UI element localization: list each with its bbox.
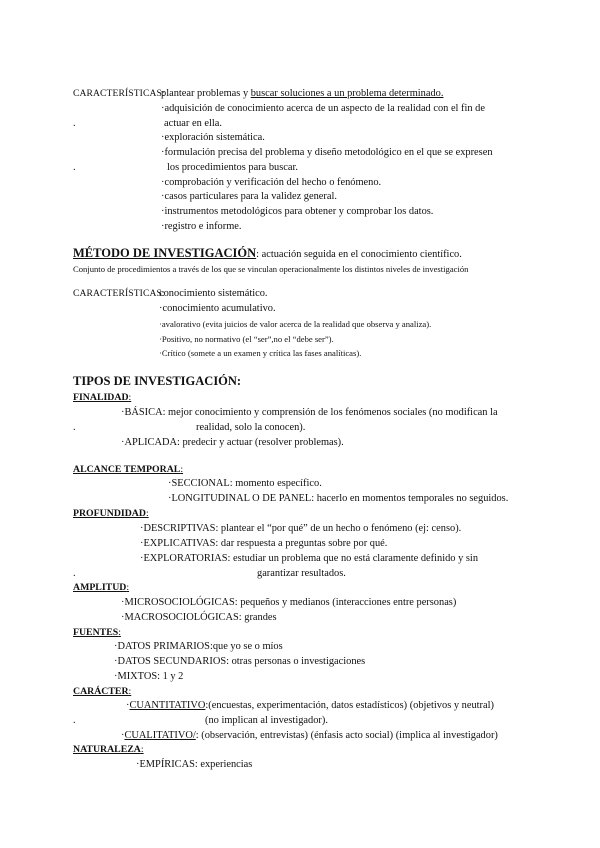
finalidad-item: realidad, solo la conocen).: [196, 422, 306, 433]
profundidad-item: garantizar resultados.: [257, 568, 346, 579]
finalidad-heading-text: FINALIDAD: [73, 392, 129, 403]
alcance-heading: ALCANCE TEMPORAL:: [73, 464, 184, 475]
caracteristicas-item: ·exploración sistemática.: [161, 132, 265, 143]
cuantitativo-cont: (no implican al investigador).: [205, 715, 328, 726]
caracteristicas-item: ·registro e informe.: [161, 221, 242, 232]
stray-dot: .: [73, 715, 76, 726]
caracteristicas-item: ·casos particulares para la validez general.: [161, 191, 337, 202]
cuantitativo-line: ·CUANTITATIVO:(encuestas, experimentación, datos estadísticos) (objetivos y neutral): [126, 700, 494, 711]
caracteristicas-item: ·instrumentos metodológicos para obtener y comprobar los datos.: [161, 206, 434, 217]
caracteristicas-first-underlined: buscar soluciones a un problema determinado.: [250, 88, 444, 99]
stray-dot: .: [73, 162, 76, 173]
metodo-caracteristica: ·avalorativo (evita juicios de valor acerca de la realidad que observa y analiza).: [159, 319, 432, 329]
finalidad-item: ·APLICADA: predecir y actuar (resolver problemas).: [121, 437, 344, 448]
finalidad-item: ·BÁSICA: mejor conocimiento y comprensión de los fenómenos sociales (no modifican la: [121, 407, 498, 418]
stray-dot: .: [73, 568, 76, 579]
caracteristicas-first-plain: plantear problemas y: [161, 88, 251, 99]
caracteristicas-label-1: CARACTERÍSTICAS:: [73, 88, 165, 99]
cualitativo-label: CUALITATIVO/: [124, 730, 196, 741]
caracteristicas-item: actuar en ella.: [164, 118, 222, 129]
stray-dot: .: [73, 422, 76, 433]
alcance-item: ·SECCIONAL: momento específico.: [168, 478, 322, 489]
naturaleza-item: ·EMPÍRICAS: experiencias: [136, 759, 253, 770]
metodo-title: MÉTODO DE INVESTIGACIÓN: [73, 246, 257, 260]
fuentes-heading-text: FUENTES: [73, 627, 119, 638]
fuentes-item: ·DATOS SECUNDARIOS: otras personas o investigaciones: [114, 656, 366, 667]
cualitativo-line: ·CUALITATIVO/: (observación, entrevistas) (énfasis acto social) (implica al investigador): [121, 730, 498, 741]
cuantitativo-text: :(encuestas, experimentación, datos estadísticos) (objetivos y neutral): [205, 700, 494, 711]
metodo-subtitle: Conjunto de procedimientos a través de los que se vinculan operacionalmente los distintos niveles de investigación: [73, 264, 469, 274]
naturaleza-heading-text: NATURALEZA: [73, 744, 141, 755]
metodo-line: [73, 247, 462, 261]
metodo-caracteristica: ·conocimiento acumulativo.: [159, 303, 276, 314]
profundidad-heading: PROFUNDIDAD:: [73, 508, 149, 519]
metodo-definition: : actuación seguida en el conocimiento científico.: [256, 249, 462, 260]
caracter-heading: CARÁCTER:: [73, 686, 132, 697]
caracteristicas-first-line: [161, 87, 443, 100]
amplitud-item: ·MACROSOCIOLÓGICAS: grandes: [121, 612, 277, 623]
caracter-heading-text: CARÁCTER: [73, 686, 129, 697]
fuentes-item: ·DATOS PRIMARIOS:que yo se o míos: [114, 641, 283, 652]
caracteristicas-item: ·adquisición de conocimiento acerca de un aspecto de la realidad con el fin de: [161, 103, 485, 114]
profundidad-item: ·EXPLICATIVAS: dar respuesta a preguntas sobre por qué.: [140, 538, 388, 549]
profundidad-item: ·EXPLORATORIAS: estudiar un problema que no está claramente definido y sin: [140, 553, 479, 564]
naturaleza-heading: NATURALEZA:: [73, 744, 144, 755]
amplitud-heading: AMPLITUD:: [73, 582, 130, 593]
caracteristicas-item: los procedimientos para buscar.: [167, 162, 298, 173]
caracteristicas-item: ·formulación precisa del problema y diseño metodológico en el que se expresen: [161, 147, 493, 158]
cuantitativo-label: CUANTITATIVO: [129, 700, 206, 711]
tipos-title: TIPOS DE INVESTIGACIÓN:: [73, 374, 242, 388]
metodo-caracteristica: conocimiento sistemático.: [159, 288, 268, 299]
profundidad-heading-text: PROFUNDIDAD: [73, 508, 146, 519]
cualitativo-text: : (observación, entrevistas) (énfasis acto social) (implica al investigador): [195, 730, 498, 741]
metodo-caracteristica: ·Positivo, no normativo (el “ser”,no el “debe ser”).: [159, 334, 334, 344]
caracteristicas-label-2: CARACTERÍSTICAS:: [73, 288, 165, 299]
fuentes-item: ·MIXTOS: 1 y 2: [114, 671, 184, 682]
finalidad-heading: FINALIDAD:: [73, 392, 132, 403]
amplitud-item: ·MICROSOCIOLÓGICAS: pequeños y medianos (interacciones entre personas): [121, 597, 457, 608]
metodo-caracteristica: ·Crítico (somete a un examen y crítica las fases analíticas).: [159, 348, 362, 358]
amplitud-heading-text: AMPLITUD: [73, 582, 127, 593]
alcance-item: ·LONGITUDINAL O DE PANEL: hacerlo en momentos temporales no seguidos.: [168, 493, 509, 504]
caracteristicas-item: ·comprobación y verificación del hecho o fenómeno.: [161, 177, 382, 188]
stray-dot: .: [73, 118, 76, 129]
fuentes-heading: FUENTES:: [73, 627, 121, 638]
alcance-heading-text: ALCANCE TEMPORAL: [73, 464, 181, 475]
profundidad-item: ·DESCRIPTIVAS: plantear el “por qué” de un hecho o fenómeno (ej: censo).: [140, 523, 462, 534]
